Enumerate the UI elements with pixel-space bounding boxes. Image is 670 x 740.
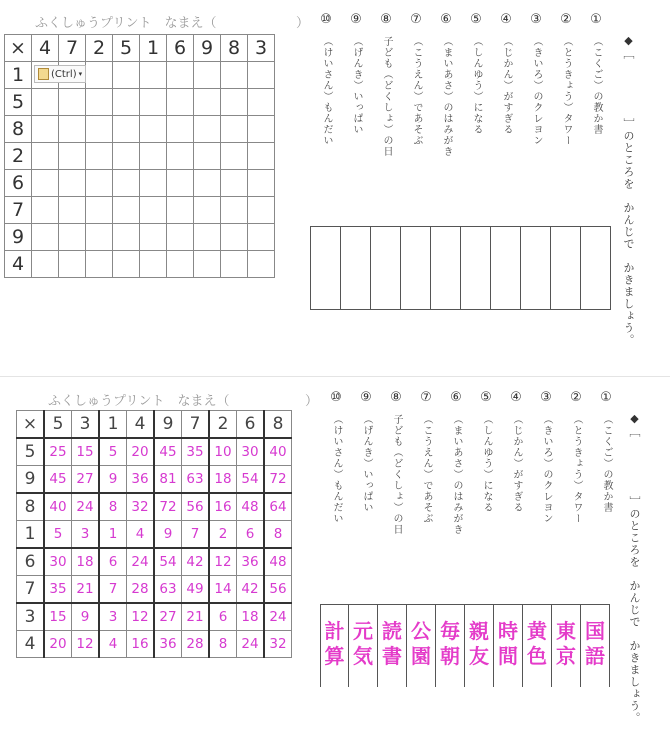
bottom-question-number: ⑧	[390, 390, 402, 405]
grid-cell[interactable]	[113, 116, 140, 143]
kanji-answer-box[interactable]	[431, 226, 461, 310]
kanji-answer-box	[378, 605, 407, 687]
grid-cell[interactable]	[59, 197, 86, 224]
top-question-number: ②	[560, 12, 572, 27]
top-question-number: ⑨	[350, 12, 362, 27]
grid-col-header: 7	[59, 35, 86, 62]
grid-cell[interactable]	[221, 143, 248, 170]
top-instruction-rest: ］のところを かんじで かきましょう。	[622, 118, 635, 346]
bottom-instruction	[626, 412, 642, 724]
grid-col-header: 5	[44, 411, 72, 439]
grid-cell[interactable]	[221, 89, 248, 116]
bottom-question-number: ④	[510, 390, 522, 405]
bottom-question-number: ①	[600, 390, 612, 405]
grid-cell[interactable]	[140, 224, 167, 251]
grid-cell[interactable]	[194, 89, 221, 116]
grid-cell[interactable]	[194, 197, 221, 224]
grid-cell[interactable]	[221, 197, 248, 224]
grid-cell[interactable]	[167, 62, 194, 89]
top-title-paren-close: ）	[296, 16, 310, 31]
grid-answer-cell: 54	[237, 466, 265, 494]
grid-cell[interactable]	[248, 62, 275, 89]
grid-answer-cell: 7	[182, 521, 210, 549]
grid-answer-cell: 30	[44, 548, 72, 576]
top-title: ふくしゅうプリント なまえ（	[35, 16, 217, 31]
kanji-answer-char: 園	[411, 644, 431, 668]
grid-answer-cell: 35	[44, 576, 72, 604]
top-instruction-open: ◆［	[622, 34, 635, 60]
kanji-answer-box[interactable]	[371, 226, 401, 310]
grid-row-header: 8	[5, 116, 32, 143]
grid-answer-cell: 24	[127, 548, 155, 576]
grid-col-header: 6	[167, 35, 194, 62]
kanji-answer-box	[349, 605, 378, 687]
kanji-answer-char: 時	[498, 619, 518, 643]
bottom-title: ふくしゅうプリント なまえ（	[48, 394, 230, 409]
bottom-question-number: ⑥	[450, 390, 462, 405]
grid-cell[interactable]	[194, 251, 221, 278]
grid-answer-cell: 35	[182, 438, 210, 466]
grid-col-header: 3	[72, 411, 100, 439]
grid-cell[interactable]	[248, 170, 275, 197]
kanji-answer-char: 東	[556, 619, 576, 643]
kanji-answer-box	[436, 605, 465, 687]
chevron-down-icon: ▾	[78, 70, 83, 78]
grid-answer-cell: 4	[99, 631, 127, 658]
grid-cell[interactable]	[86, 224, 113, 251]
grid-col-header: 6	[237, 411, 265, 439]
grid-row-header: 1	[17, 521, 45, 549]
grid-cell[interactable]	[113, 89, 140, 116]
grid-row-header: 6	[17, 548, 45, 576]
grid-row-header: 8	[17, 493, 45, 521]
grid-answer-cell: 21	[72, 576, 100, 604]
grid-cell[interactable]	[194, 170, 221, 197]
kanji-answer-box[interactable]	[491, 226, 521, 310]
bottom-answer-boxes	[320, 604, 610, 687]
grid-cell[interactable]	[32, 197, 59, 224]
grid-answer-cell: 72	[264, 466, 292, 494]
grid-cell[interactable]	[248, 89, 275, 116]
grid-cell[interactable]	[59, 143, 86, 170]
bottom-multiplication-grid	[16, 410, 292, 658]
bottom-question-number: ⑤	[480, 390, 492, 405]
bottom-question-text: （とうきょう）タワー	[571, 414, 582, 524]
top-question-text: （こうえん）であそぶ	[411, 36, 422, 146]
top-answer-boxes	[310, 226, 611, 310]
grid-col-header: 4	[32, 35, 59, 62]
bottom-question-number: ②	[570, 390, 582, 405]
bottom-question-text: （しんゆう）になる	[481, 414, 492, 513]
kanji-answer-box[interactable]	[581, 226, 611, 310]
kanji-answer-char: 友	[469, 644, 489, 668]
top-question-number: ⑤	[470, 12, 482, 27]
grid-answer-cell: 18	[209, 466, 237, 494]
kanji-answer-char: 色	[527, 644, 547, 668]
grid-row-header: 3	[17, 603, 45, 631]
grid-cell[interactable]	[221, 116, 248, 143]
grid-answer-cell: 21	[182, 603, 210, 631]
bottom-question-text: （きいろ）のクレヨン	[541, 414, 552, 524]
kanji-answer-char: 公	[411, 619, 431, 643]
grid-answer-cell: 36	[154, 631, 182, 658]
grid-answer-cell: 24	[72, 493, 100, 521]
grid-col-header: 7	[182, 411, 210, 439]
grid-answer-cell: 12	[127, 603, 155, 631]
paste-options-label: (Ctrl)	[51, 68, 77, 80]
grid-col-header: 1	[99, 411, 127, 439]
grid-cell[interactable]	[167, 224, 194, 251]
sheet-divider	[0, 376, 670, 377]
kanji-answer-box	[465, 605, 494, 687]
top-question-number: ⑧	[380, 12, 392, 27]
grid-cell[interactable]	[248, 197, 275, 224]
kanji-answer-box	[320, 605, 349, 687]
grid-answer-cell: 36	[127, 466, 155, 494]
kanji-answer-char: 語	[585, 644, 605, 668]
grid-row-header: 9	[5, 224, 32, 251]
grid-answer-cell: 14	[209, 576, 237, 604]
bottom-question-text: （じかん）がすぎる	[511, 414, 522, 513]
grid-corner: ×	[17, 411, 45, 439]
kanji-answer-char: 間	[498, 644, 518, 668]
grid-answer-cell: 64	[264, 493, 292, 521]
grid-cell[interactable]	[194, 116, 221, 143]
paste-options-widget[interactable]	[34, 65, 86, 83]
grid-answer-cell: 36	[237, 548, 265, 576]
grid-answer-cell: 18	[237, 603, 265, 631]
grid-cell[interactable]	[32, 143, 59, 170]
kanji-answer-box[interactable]	[521, 226, 551, 310]
grid-cell[interactable]	[167, 89, 194, 116]
kanji-answer-char: 国	[585, 619, 605, 643]
kanji-answer-box[interactable]	[311, 226, 341, 310]
bottom-question-text: （けいさん）もんだい	[331, 414, 342, 524]
bottom-question-text: （こうえん）であそぶ	[421, 414, 432, 524]
grid-answer-cell: 49	[182, 576, 210, 604]
grid-answer-cell: 54	[154, 548, 182, 576]
grid-cell[interactable]	[59, 170, 86, 197]
top-question-number: ①	[590, 12, 602, 27]
grid-answer-cell: 5	[99, 438, 127, 466]
grid-row-header: 4	[17, 631, 45, 658]
grid-cell[interactable]	[86, 62, 113, 89]
grid-cell[interactable]	[167, 143, 194, 170]
grid-cell[interactable]	[86, 89, 113, 116]
grid-cell[interactable]	[32, 251, 59, 278]
grid-cell[interactable]	[59, 116, 86, 143]
grid-row-header: 6	[5, 170, 32, 197]
grid-cell[interactable]	[194, 224, 221, 251]
grid-answer-cell: 45	[44, 466, 72, 494]
bottom-question-text: （まいあさ）のはみがき	[451, 414, 462, 535]
top-question-text: （まいあさ）のはみがき	[441, 36, 452, 157]
bottom-question-number: ⑩	[330, 390, 342, 405]
grid-cell[interactable]	[113, 62, 140, 89]
kanji-answer-box	[581, 605, 610, 687]
kanji-answer-box[interactable]	[461, 226, 491, 310]
grid-cell[interactable]	[140, 251, 167, 278]
grid-answer-cell: 28	[182, 631, 210, 658]
grid-cell[interactable]	[113, 251, 140, 278]
grid-cell[interactable]	[167, 170, 194, 197]
top-question-text: （とうきょう）タワー	[561, 36, 572, 146]
grid-answer-cell: 81	[154, 466, 182, 494]
grid-answer-cell: 10	[209, 438, 237, 466]
top-question-number: ③	[530, 12, 542, 27]
kanji-answer-box	[494, 605, 523, 687]
grid-cell[interactable]	[59, 224, 86, 251]
kanji-answer-char: 計	[324, 619, 345, 643]
top-question-number: ⑥	[440, 12, 452, 27]
grid-answer-cell: 27	[72, 466, 100, 494]
grid-answer-cell: 5	[44, 521, 72, 549]
kanji-answer-char: 気	[353, 644, 373, 668]
kanji-answer-char: 親	[469, 619, 489, 643]
grid-cell[interactable]	[140, 62, 167, 89]
grid-col-header: 3	[248, 35, 275, 62]
kanji-answer-char: 京	[556, 644, 576, 668]
top-question-text: （げんき）いっぱい	[351, 36, 362, 135]
bottom-instruction-rest: ］のところを かんじで かきましょう。	[628, 496, 641, 724]
grid-answer-cell: 18	[72, 548, 100, 576]
kanji-answer-char: 書	[382, 644, 402, 668]
grid-row-header: 1	[5, 62, 32, 89]
grid-answer-cell: 48	[264, 548, 292, 576]
grid-cell[interactable]	[113, 170, 140, 197]
grid-cell[interactable]	[86, 116, 113, 143]
grid-cell[interactable]	[32, 224, 59, 251]
top-question-text: （こくご）の教か書	[591, 36, 602, 135]
grid-cell[interactable]	[221, 251, 248, 278]
grid-cell[interactable]	[221, 224, 248, 251]
grid-answer-cell: 30	[237, 438, 265, 466]
grid-cell[interactable]	[248, 143, 275, 170]
grid-answer-cell: 24	[237, 631, 265, 658]
grid-col-header: 2	[86, 35, 113, 62]
kanji-answer-char: 黄	[527, 619, 547, 643]
clipboard-icon	[38, 68, 49, 80]
grid-answer-cell: 12	[72, 631, 100, 658]
grid-answer-cell: 42	[237, 576, 265, 604]
grid-row-header: 5	[17, 438, 45, 466]
grid-cell[interactable]	[140, 170, 167, 197]
grid-answer-cell: 6	[209, 603, 237, 631]
kanji-answer-char: 算	[324, 644, 345, 668]
grid-cell[interactable]	[32, 116, 59, 143]
grid-cell[interactable]	[86, 170, 113, 197]
grid-row-header: 2	[5, 143, 32, 170]
bottom-title-paren-close: ）	[305, 394, 319, 409]
grid-cell[interactable]	[59, 251, 86, 278]
grid-answer-cell: 25	[44, 438, 72, 466]
grid-answer-cell: 42	[182, 548, 210, 576]
kanji-answer-char: 読	[382, 619, 402, 643]
grid-col-header: 1	[140, 35, 167, 62]
grid-answer-cell: 32	[127, 493, 155, 521]
grid-answer-cell: 27	[154, 603, 182, 631]
grid-cell[interactable]	[167, 116, 194, 143]
grid-answer-cell: 40	[44, 493, 72, 521]
grid-answer-cell: 4	[127, 521, 155, 549]
grid-corner: ×	[5, 35, 32, 62]
grid-answer-cell: 12	[209, 548, 237, 576]
kanji-answer-char: 毎	[440, 619, 460, 643]
grid-col-header: 2	[209, 411, 237, 439]
bottom-question-text: （げんき）いっぱい	[361, 414, 372, 513]
grid-answer-cell: 63	[182, 466, 210, 494]
grid-row-header: 4	[5, 251, 32, 278]
grid-cell[interactable]	[86, 251, 113, 278]
grid-answer-cell: 48	[237, 493, 265, 521]
grid-cell[interactable]	[113, 143, 140, 170]
top-question-number: ⑦	[410, 12, 422, 27]
grid-answer-cell: 20	[44, 631, 72, 658]
grid-cell[interactable]	[140, 197, 167, 224]
grid-col-header: 9	[194, 35, 221, 62]
grid-answer-cell: 56	[182, 493, 210, 521]
top-question-text: （しんゆう）になる	[471, 36, 482, 135]
grid-cell[interactable]	[221, 62, 248, 89]
grid-row-header: 7	[5, 197, 32, 224]
top-question-number: ④	[500, 12, 512, 27]
bottom-question-number: ⑦	[420, 390, 432, 405]
grid-answer-cell: 16	[127, 631, 155, 658]
grid-answer-cell: 1	[99, 521, 127, 549]
top-question-number: ⑩	[320, 12, 332, 27]
bottom-question-number: ③	[540, 390, 552, 405]
kanji-answer-box[interactable]	[341, 226, 371, 310]
grid-answer-cell: 8	[99, 493, 127, 521]
top-question-text: （けいさん）もんだい	[321, 36, 332, 146]
grid-row-header: 5	[5, 89, 32, 116]
grid-answer-cell: 56	[264, 576, 292, 604]
bottom-question-text: （こくご）の教か書	[601, 414, 612, 513]
kanji-answer-char: 元	[353, 619, 373, 643]
grid-cell[interactable]	[194, 143, 221, 170]
grid-answer-cell: 9	[99, 466, 127, 494]
grid-answer-cell: 9	[72, 603, 100, 631]
kanji-answer-box[interactable]	[551, 226, 581, 310]
kanji-answer-box	[523, 605, 552, 687]
top-question-text: 子ども（どくしょ）の日	[381, 36, 392, 157]
grid-cell[interactable]	[167, 251, 194, 278]
grid-answer-cell: 16	[209, 493, 237, 521]
grid-answer-cell: 45	[154, 438, 182, 466]
grid-cell[interactable]	[113, 224, 140, 251]
grid-answer-cell: 72	[154, 493, 182, 521]
grid-col-header: 9	[154, 411, 182, 439]
grid-cell[interactable]	[194, 62, 221, 89]
grid-answer-cell: 6	[237, 521, 265, 549]
grid-answer-cell: 20	[127, 438, 155, 466]
grid-cell[interactable]	[248, 224, 275, 251]
grid-cell[interactable]	[59, 89, 86, 116]
top-instruction	[620, 34, 636, 346]
bottom-question-text: 子ども（どくしょ）の日	[391, 414, 402, 535]
grid-answer-cell: 8	[264, 521, 292, 549]
grid-cell[interactable]	[140, 143, 167, 170]
grid-answer-cell: 3	[72, 521, 100, 549]
grid-answer-cell: 7	[99, 576, 127, 604]
grid-row-header: 9	[17, 466, 45, 494]
grid-col-header: 8	[221, 35, 248, 62]
grid-answer-cell: 15	[72, 438, 100, 466]
top-question-text: （じかん）がすぎる	[501, 36, 512, 135]
kanji-answer-char: 朝	[440, 644, 460, 668]
grid-row-header: 7	[17, 576, 45, 604]
grid-answer-cell: 6	[99, 548, 127, 576]
grid-answer-cell: 3	[99, 603, 127, 631]
grid-cell[interactable]	[140, 89, 167, 116]
grid-answer-cell: 24	[264, 603, 292, 631]
grid-cell[interactable]	[32, 170, 59, 197]
grid-answer-cell: 40	[264, 438, 292, 466]
grid-cell[interactable]	[86, 197, 113, 224]
grid-cell[interactable]	[113, 197, 140, 224]
grid-answer-cell: 9	[154, 521, 182, 549]
grid-cell[interactable]	[167, 197, 194, 224]
top-question-text: （きいろ）のクレヨン	[531, 36, 542, 146]
kanji-answer-box	[552, 605, 581, 687]
grid-col-header: 5	[113, 35, 140, 62]
grid-answer-cell: 2	[209, 521, 237, 549]
grid-col-header: 4	[127, 411, 155, 439]
grid-answer-cell: 63	[154, 576, 182, 604]
grid-cell[interactable]	[221, 170, 248, 197]
grid-cell[interactable]	[86, 143, 113, 170]
kanji-answer-box	[407, 605, 436, 687]
grid-answer-cell: 32	[264, 631, 292, 658]
grid-answer-cell: 8	[209, 631, 237, 658]
grid-answer-cell: 28	[127, 576, 155, 604]
grid-cell[interactable]	[248, 251, 275, 278]
grid-cell[interactable]	[32, 89, 59, 116]
grid-cell[interactable]	[140, 116, 167, 143]
grid-cell[interactable]	[248, 116, 275, 143]
bottom-instruction-open: ◆［	[628, 412, 641, 438]
kanji-answer-box[interactable]	[401, 226, 431, 310]
grid-answer-cell: 15	[44, 603, 72, 631]
bottom-question-number: ⑨	[360, 390, 372, 405]
grid-col-header: 8	[264, 411, 292, 439]
